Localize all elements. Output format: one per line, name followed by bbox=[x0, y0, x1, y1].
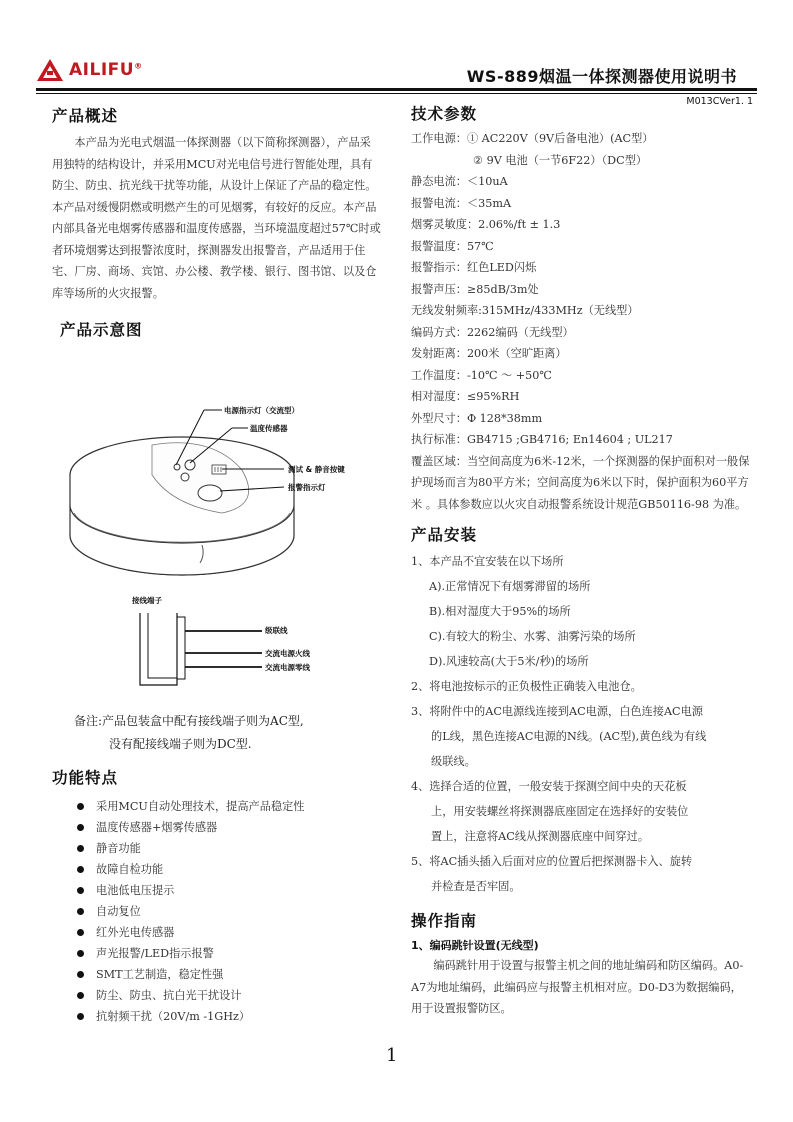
install-subitem: B).相对湿度大于95%的场所 bbox=[429, 605, 571, 618]
overview-heading: 产品概述 bbox=[52, 107, 119, 125]
header-rule-thin bbox=[36, 93, 757, 94]
spec-row: 发射距离：200米（空旷距离） bbox=[411, 347, 567, 360]
label-ac-neutral: 交流电源零线 bbox=[265, 663, 310, 672]
features-heading: 功能特点 bbox=[52, 769, 119, 787]
install-item: 1、本产品不宜安装在以下场所 bbox=[411, 555, 564, 568]
spec-row: 编码方式：2262编码（无线型） bbox=[411, 325, 574, 339]
label-power-led: 电源指示灯（交流型） bbox=[224, 406, 299, 415]
brand-logo-icon bbox=[36, 58, 64, 82]
diagram-heading: 产品示意图 bbox=[60, 321, 143, 339]
bullet-icon bbox=[77, 845, 84, 852]
install-subitem: A).正常情况下有烟雾滞留的场所 bbox=[429, 580, 591, 593]
feature-item: 采用MCU自动处理技术，提高产品稳定性 bbox=[77, 796, 382, 817]
feature-item: 电池低电压提示 bbox=[77, 880, 382, 901]
operation-heading: 操作指南 bbox=[411, 912, 478, 930]
brand-name: AILIFU® bbox=[69, 60, 143, 80]
features-section bbox=[52, 766, 382, 1027]
spec-row: 相对湿度：≤95%RH bbox=[411, 390, 520, 403]
features-list bbox=[52, 796, 382, 1027]
spec-row: 报警电流：＜35mA bbox=[411, 196, 512, 210]
install-item-cont: 置上，注意将AC线从探测器底座中间穿过。 bbox=[431, 830, 650, 843]
feature-item: 静音功能 bbox=[77, 838, 382, 859]
feature-item: 故障自检功能 bbox=[77, 859, 382, 880]
spec-row: 无线发射频率:315MHz/433MHz（无线型） bbox=[411, 304, 639, 317]
install-item: 3、将附件中的AC电源线连接到AC电源，白色连接AC电源 bbox=[411, 705, 703, 718]
product-diagram bbox=[52, 395, 382, 695]
spec-row: 烟雾灵敏度：2.06%/ft ± 1.3 bbox=[411, 218, 561, 231]
label-terminal: 接线端子 bbox=[132, 596, 162, 605]
feature-item: 抗射频干扰（20V/m -1GHz） bbox=[77, 1006, 382, 1027]
bullet-icon bbox=[77, 803, 84, 810]
feature-item: 自动复位 bbox=[77, 901, 382, 922]
bullet-icon bbox=[77, 992, 84, 999]
install-item: 5、将AC插头插入后面对应的位置后把探测器卡入、旋转 bbox=[411, 855, 693, 868]
spec-row: 报警声压：≥85dB/3m处 bbox=[411, 282, 539, 296]
page-number: 1 bbox=[386, 1045, 398, 1066]
feature-item: 声光报警/LED指示报警 bbox=[77, 943, 382, 964]
version-label: M013CVer1. 1 bbox=[686, 96, 753, 107]
operation-text: 编码跳针用于设置与报警主机之间的地址编码和防区编码。A0-A7为地址编码，此编码应与报警主机相对应。D0-D3为数据编码，用于设置报警防区。 bbox=[411, 959, 744, 1015]
install-item-cont: 上，用安装螺丝将探测器底座固定在选择好的安装位 bbox=[431, 805, 689, 818]
install-item: 2、将电池按标示的正负极性正确装入电池仓。 bbox=[411, 680, 642, 693]
document-title: WS-889烟温一体探测器使用说明书 bbox=[466, 67, 737, 86]
specs-heading: 技术参数 bbox=[411, 105, 478, 123]
spec-row: 静态电流：＜10uA bbox=[411, 175, 508, 188]
bullet-icon bbox=[77, 971, 84, 978]
spec-row: 工作温度：-10℃ ～ +50℃ bbox=[411, 368, 552, 382]
bullet-icon bbox=[77, 929, 84, 936]
feature-item: 防尘、防虫、抗白光干扰设计 bbox=[77, 985, 382, 1006]
operation-subheading: 1、编码跳针设置(无线型) bbox=[411, 939, 539, 952]
label-cascade: 级联线 bbox=[265, 626, 288, 635]
note-line-2: 没有配接线端子则为DC型. bbox=[109, 737, 252, 751]
bullet-icon bbox=[77, 887, 84, 894]
header-rule bbox=[36, 88, 757, 91]
specs-list bbox=[411, 128, 751, 515]
label-ac-live: 交流电源火线 bbox=[265, 649, 310, 658]
feature-item: SMT工艺制造，稳定性强 bbox=[77, 964, 382, 985]
label-alarm-led: 报警指示灯 bbox=[288, 483, 326, 492]
right-column bbox=[411, 102, 751, 1020]
feature-item: 红外光电传感器 bbox=[77, 922, 382, 943]
install-subitem: C).有较大的粉尘、水雾、油雾污染的场所 bbox=[429, 630, 636, 643]
install-item-cont: 并检查是否牢固。 bbox=[431, 880, 521, 893]
overview-text: 本产品为光电式烟温一体探测器（以下简称探测器），产品采用独特的结构设计，并采用MCU对光电信号进行智能处理，具有防尘、防虫、抗光线干扰等功能，从设计上保证了产品的稳定性。本产品对缓慢阴燃或明燃产生的可见烟雾，有较好的反应。本产品内部具备光电烟雾传感器和温度传感器，当环境温度超过57℃时或者环境烟雾达到报警浓度时，探测器发出报警音，产品适用于住宅、厂房、商场、宾馆、办公楼、教学楼、银行、图书馆、以及仓库等场所的火灾报警。 bbox=[52, 136, 381, 300]
bullet-icon bbox=[77, 950, 84, 957]
brand-logo bbox=[36, 58, 143, 82]
spec-row: 报警指示：红色LED闪烁 bbox=[411, 261, 537, 274]
install-item: 4、选择合适的位置，一般安装于探测空间中央的天花板 bbox=[411, 780, 687, 793]
install-heading: 产品安装 bbox=[411, 526, 478, 544]
bullet-icon bbox=[77, 824, 84, 831]
label-test-button: 测试 & 静音按键 bbox=[288, 465, 345, 474]
note-line-1: 备注:产品包装盒中配有接线端子则为AC型, bbox=[74, 714, 304, 728]
install-item-cont: 级联线。 bbox=[431, 755, 476, 768]
spec-row: 工作电源：① AC220V（9V后备电池）(AC型） bbox=[411, 132, 654, 145]
terminal-block bbox=[131, 595, 262, 685]
detector-body bbox=[70, 437, 294, 575]
diagram-note bbox=[74, 710, 304, 756]
left-column bbox=[52, 104, 382, 340]
label-temp-sensor: 温度传感器 bbox=[250, 424, 288, 433]
install-item-cont: 的L线，黑色连接AC电源的N线。(AC型),黄色线为有线 bbox=[431, 730, 707, 743]
spec-row: 执行标准：GB4715 ;GB4716; En14604 ; UL217 bbox=[411, 433, 673, 446]
spec-coverage: 覆盖区域：当空间高度为6米-12米，一个探测器的保护面积对一般保护现场而言为80平方米；空间高度为6米以下时，保护面积为60平方米 。具体参数应以火灾自动报警系统设计规范GB50116-98 为准。 bbox=[411, 454, 750, 511]
install-list bbox=[411, 549, 751, 899]
spec-row: ② 9V 电池（一节6F22）（DC型） bbox=[473, 153, 648, 167]
bullet-icon bbox=[77, 866, 84, 873]
install-subitem: D).风速较高(大于5米/秒)的场所 bbox=[429, 655, 589, 668]
spec-row: 报警温度：57℃ bbox=[411, 239, 494, 253]
bullet-icon bbox=[77, 908, 84, 915]
bullet-icon bbox=[77, 1013, 84, 1020]
feature-item: 温度传感器+烟雾传感器 bbox=[77, 817, 382, 838]
spec-row: 外型尺寸：Φ 128*38mm bbox=[411, 411, 543, 425]
